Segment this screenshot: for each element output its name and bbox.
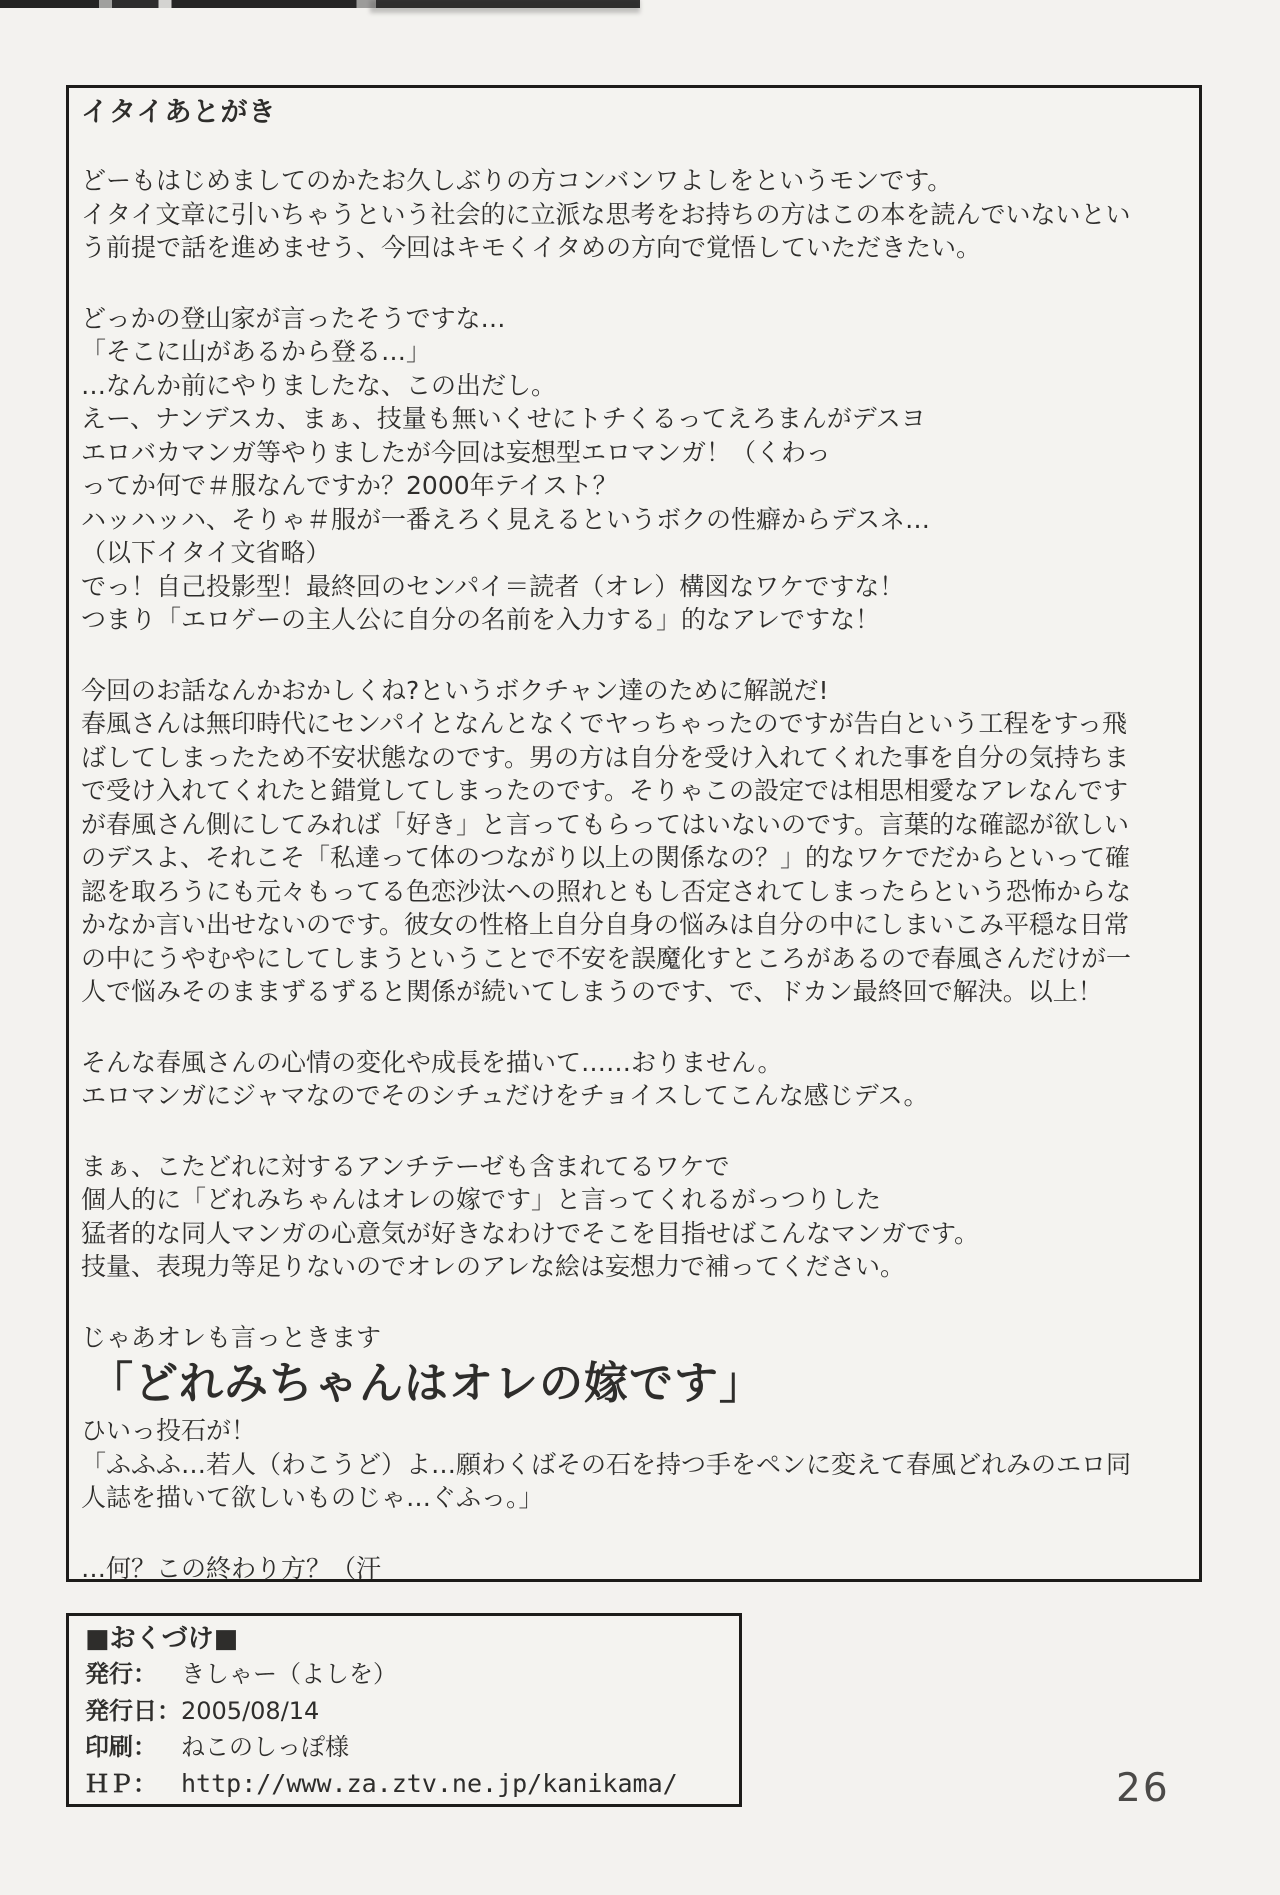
text-line: ばしてしまったため不安状態なのです。男の方は自分を受け入れてくれた事を自分の気持ちま — [81, 742, 1130, 772]
emphasis-line: 「どれみちゃんはオレの嫁です」 — [89, 1358, 764, 1409]
text-line: 認を取ろうにも元々もってる色恋沙汰への照れともし否定されてしまったらという恐怖からな — [81, 876, 1132, 906]
text-line: でっ！自己投影型！最終回のセンパイ＝読者（オレ）構図なワケですな！ — [81, 571, 905, 601]
afterword-title: イタイあとがき — [81, 97, 277, 128]
colophon-label: 発行： — [85, 1660, 157, 1688]
text-line: 技量、表現力等足りないのでオレのアレな絵は妄想力で補ってください。 — [81, 1252, 906, 1281]
page-number: 26 — [1116, 1766, 1170, 1811]
colophon-url: http://www.za.ztv.ne.jp/kanikama/ — [181, 1768, 678, 1798]
text-line: まぁ、こたどれに対するアンチテーゼも含まれてるワケで — [81, 1151, 730, 1181]
text-line: ひいっ投石が！ — [81, 1416, 257, 1445]
text-line: で受け入れてくれたと錯覚してしまったのです。そりゃこの設定では相思相愛なアレなんです — [81, 776, 1129, 805]
colophon-value: 2005/08/14 — [181, 1696, 320, 1725]
text-line: 人誌を描いて欲しいものじゃ…ぐふっ。」 — [81, 1483, 544, 1512]
text-line: ってか何で＃服なんですか？2000年テイスト？ — [81, 471, 618, 500]
colophon-title: ■おくづけ■ — [85, 1624, 239, 1654]
text-line: 人で悩みそのままずるずると関係が続いてしまうのです、で、ドカン最終回で解決。以上！ — [81, 977, 1103, 1006]
text-line: う前提で話を進めませう、今回はキモくイタめの方向で覚悟していただきたい。 — [81, 233, 982, 262]
text-line: つまり「エロゲーの主人公に自分の名前を入力する」的なアレですな！ — [81, 605, 881, 634]
text-line: どーもはじめましてのかたお久しぶりの方コンバンワよしをというモンです。 — [81, 166, 953, 195]
text-line — [81, 1284, 1187, 1321]
text-line: 個人的に「どれみちゃんはオレの嫁です」と言ってくれるがっつりした — [81, 1185, 882, 1214]
text-line: …なんか前にやりましたな、この出だし。 — [81, 370, 557, 400]
text-line: かなか言い出せないのです。彼女の性格上自分自身の悩みは自分の中にしまいこみ平穏な日常 — [81, 910, 1130, 939]
text-line: のデスよ、それこそ「私達って体のつながり以上の関係なの？」的なワケでだからといって確 — [81, 843, 1131, 872]
text-line: じゃあオレも言っときます — [81, 1322, 382, 1352]
text-line — [81, 637, 1187, 674]
text-line: 今回のお話なんかおかしくね?というボクチャン達のために解説だ! — [81, 675, 829, 705]
text-line: エロバカマンガ等やりましたが今回は妄想型エロマンガ！（くわっ — [81, 437, 831, 467]
colophon-row — [85, 1766, 729, 1803]
text-line: 「そこに山があるから登る…」 — [81, 337, 432, 366]
text-line: どっかの登山家が言ったそうですな… — [81, 303, 506, 333]
colophon-value: ねこのしっぽ様 — [181, 1733, 349, 1761]
text-line: 「ふふふ…若人（わこうど）よ…願わくばその石を持つ手をペンに変えて春風どれみのエロ同 — [81, 1449, 1132, 1479]
colophon-label: 印刷： — [85, 1733, 157, 1761]
text-line: が春風さん側にしてみれば「好き」と言ってもらってはいないのです。言葉的な確認が欲しい — [81, 809, 1130, 839]
text-line: 春風さんは無印時代にセンパイとなんとなくでヤっちゃったのですが告白という工程をすっ飛 — [81, 709, 1128, 738]
scan-artifact-strip — [0, 0, 660, 8]
text-line — [81, 1113, 1187, 1150]
text-line: そんな春風さんの心情の変化や成長を描いて……おりません。 — [81, 1047, 783, 1077]
colophon-box — [66, 1613, 742, 1807]
colophon-row — [85, 1729, 729, 1766]
text-line: イタイ文章に引いちゃうという社会的に立派な思考をお持ちの方はこの本を読んでいないとい — [81, 199, 1131, 229]
colophon-value: きしゃー（よしを） — [181, 1660, 397, 1688]
text-line — [81, 1009, 1187, 1046]
colophon-label: ＨＰ： — [85, 1769, 157, 1798]
colophon-rows — [85, 1656, 729, 1802]
text-line: …何？この終わり方？（汗 — [81, 1553, 382, 1583]
afterword-body — [81, 164, 1187, 1585]
text-line: 猛者的な同人マンガの心意気が好きなわけでそこを目指せばこんなマンガです。 — [81, 1218, 980, 1248]
colophon-row — [85, 1693, 729, 1730]
text-line: ハッハッハ、そりゃ＃服が一番えろく見えるというボクの性癖からデスネ… — [81, 504, 931, 534]
text-line — [81, 1515, 1187, 1552]
colophon-label: 発行日： — [85, 1696, 181, 1725]
afterword-box — [66, 85, 1202, 1582]
text-line: エロマンガにジャマなのでそのシチュだけをチョイスしてこんな感じデス。 — [81, 1081, 929, 1110]
text-line: えー、ナンデスカ、まぁ、技量も無いくせにトチくるってえろまんがデスヨ — [81, 404, 926, 433]
text-line — [81, 265, 1187, 302]
text-line: の中にうやむやにしてしまうということで不安を誤魔化すところがあるので春風さんだけが一 — [81, 943, 1132, 973]
text-line: （以下イタイ文省略） — [81, 538, 331, 567]
colophon-row — [85, 1656, 729, 1693]
